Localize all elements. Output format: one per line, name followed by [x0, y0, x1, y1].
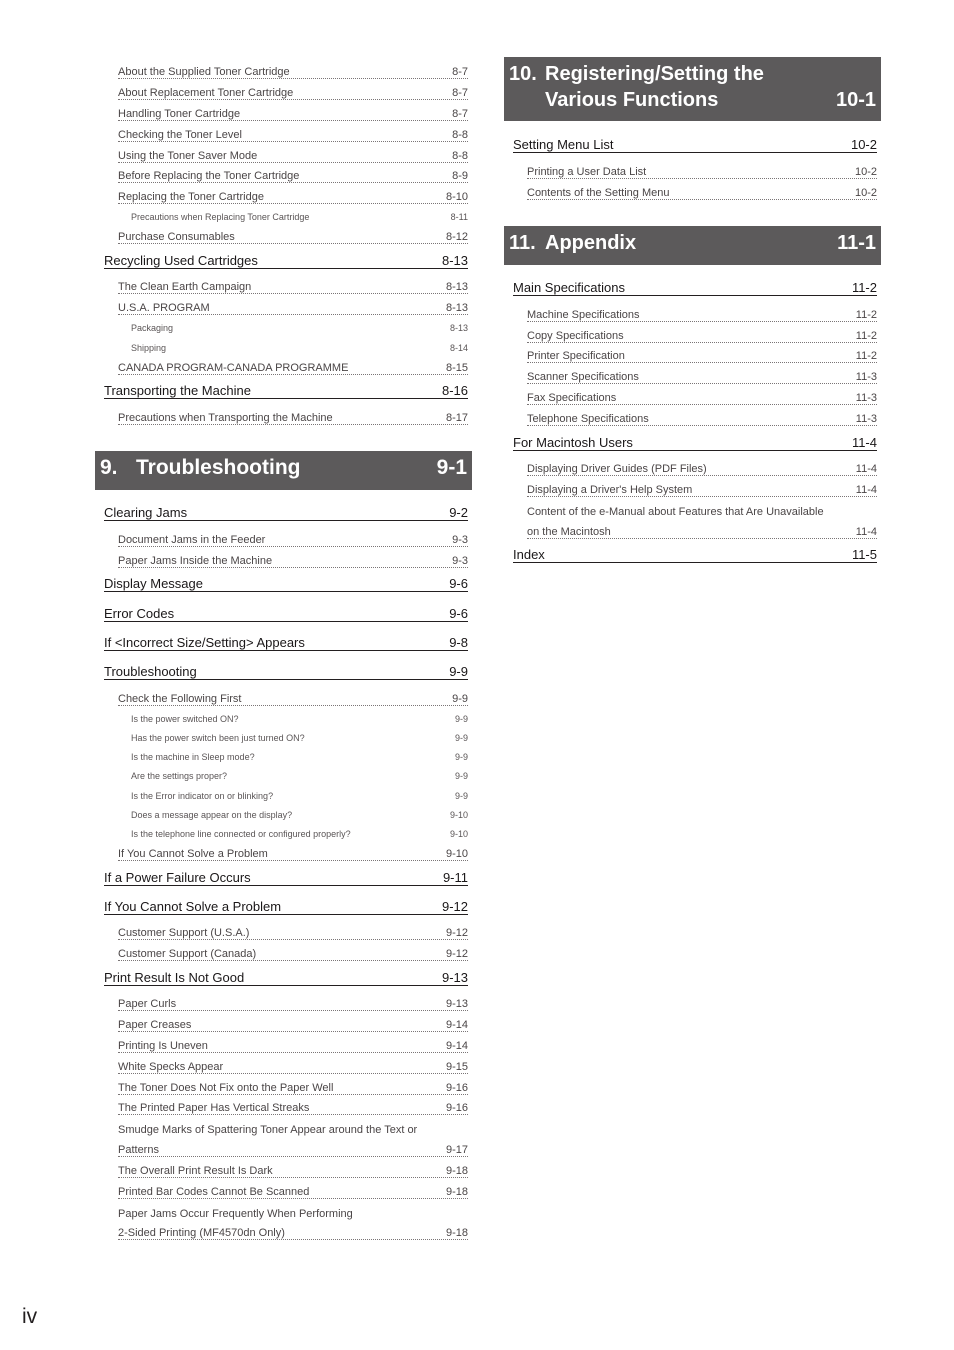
toc-entry-level-1: [104, 576, 468, 592]
toc-entry-title: Before Replacing the Toner Cartridge: [118, 170, 300, 182]
toc-entry-page: 11-2: [855, 309, 877, 321]
toc-entry-level-2[interactable]: [527, 524, 877, 539]
toc-entry-level-2[interactable]: [118, 1017, 468, 1032]
toc-entry-title: Displaying a Driver's Help System: [527, 484, 693, 496]
toc-entry-page: 11-2: [855, 350, 877, 362]
toc-entry-title: Is the machine in Sleep mode?: [131, 752, 255, 762]
toc-entry-title: Document Jams in the Feeder: [118, 534, 266, 546]
toc-entry-level-1: [104, 970, 468, 986]
toc-entry-title: Check the Following First: [118, 693, 242, 705]
toc-entry-level-3: [131, 711, 468, 724]
chapter-10-header: [504, 57, 881, 121]
toc-entry-level-2[interactable]: [118, 300, 468, 315]
toc-entry-title: White Specks Appear: [118, 1061, 224, 1073]
toc-entry-title: Scanner Specifications: [527, 371, 639, 383]
right-column: [509, 0, 877, 1350]
toc-entry-level-2[interactable]: [118, 1059, 468, 1074]
toc-entry-title: Fax Specifications: [527, 392, 617, 404]
toc-entry-title: Paper Curls: [118, 998, 177, 1010]
toc-entry-title: Machine Specifications: [527, 309, 640, 321]
toc-entry-title: The Toner Does Not Fix onto the Paper Well: [118, 1082, 334, 1094]
toc-entry-level-2[interactable]: [527, 461, 877, 476]
toc-entry-page: 9-16: [445, 1082, 468, 1094]
toc-entry-title: Telephone Specifications: [527, 413, 649, 425]
toc-entry-level-2[interactable]: [118, 1080, 468, 1095]
toc-entry-title: Printing a User Data List: [527, 166, 647, 178]
toc-entry-title: Is the telephone line connected or configured properly?: [131, 829, 351, 839]
toc-entry-title: Precautions when Transporting the Machine: [118, 412, 333, 424]
toc-entry-title: Recycling Used Cartridges: [104, 253, 258, 268]
toc-entry-page: 9-15: [445, 1061, 468, 1073]
toc-entry-level-2[interactable]: [527, 369, 877, 384]
toc-entry-level-2[interactable]: [118, 1225, 468, 1240]
toc-entry-level-2[interactable]: [118, 106, 468, 121]
toc-entry-level-2[interactable]: [118, 360, 468, 375]
toc-entry-level-1: [513, 435, 877, 451]
toc-entry-level-2[interactable]: [527, 185, 877, 200]
toc-entry-page: 11-3: [855, 413, 877, 425]
toc-entry-page: 10-2: [854, 187, 877, 199]
toc-entry-level-1: [104, 870, 468, 886]
toc-entry-title: Printer Specification: [527, 350, 625, 362]
toc-entry-title: For Macintosh Users: [513, 435, 633, 450]
chapter-9-title: Troubleshooting: [136, 456, 301, 479]
toc-entry-level-2[interactable]: [118, 532, 468, 547]
toc-entry-title: Paper Jams Occur Frequently When Performing: [118, 1208, 353, 1220]
toc-entry-page: 11-2: [855, 330, 877, 342]
toc-entry-level-2[interactable]: [118, 410, 468, 425]
toc-entry-page: 11-4: [855, 463, 877, 475]
toc-entry-title: Displaying Driver Guides (PDF Files): [527, 463, 707, 475]
toc-entry-title: Precautions when Replacing Toner Cartridge: [131, 212, 310, 222]
toc-entry-title: Transporting the Machine: [104, 383, 251, 398]
toc-entry-page: 8-7: [452, 66, 468, 78]
toc-entry-title: Paper Jams Inside the Machine: [118, 555, 273, 567]
toc-entry-page: 9-9: [452, 693, 468, 705]
toc-entry-page: 8-17: [445, 412, 468, 424]
toc-entry-page: 11-4: [851, 435, 877, 450]
toc-entry-level-1: [104, 635, 468, 651]
toc-entry-title: Using the Toner Saver Mode: [118, 150, 258, 162]
toc-entry-page: 8-14: [449, 343, 468, 353]
toc-entry-title: U.S.A. PROGRAM: [118, 302, 210, 314]
toc-entry-page: 9-6: [449, 576, 468, 591]
toc-entry-page: 9-2: [449, 505, 468, 520]
toc-entry-level-2[interactable]: [118, 1163, 468, 1178]
left-column: [100, 0, 468, 1350]
toc-entry-page: 8-12: [445, 231, 468, 243]
page-folio: iv: [22, 1305, 38, 1328]
toc-entry-title: About the Supplied Toner Cartridge: [118, 66, 290, 78]
toc-entry-title: Print Result Is Not Good: [104, 970, 245, 985]
chapter-11-number: 11.: [509, 232, 536, 254]
toc-entry-title: Setting Menu List: [513, 137, 614, 152]
chapter-11-header: [504, 226, 881, 265]
toc-entry-level-2[interactable]: [118, 148, 468, 163]
toc-entry-title: If a Power Failure Occurs: [104, 870, 251, 885]
toc-entry-page: 11-2: [851, 280, 877, 295]
toc-entry-title: If You Cannot Solve a Problem: [118, 848, 268, 860]
toc-entry-level-2[interactable]: [527, 482, 877, 497]
toc-entry-level-2[interactable]: [527, 164, 877, 179]
toc-entry-level-2[interactable]: [118, 1184, 468, 1199]
toc-entry-title: Clearing Jams: [104, 505, 188, 520]
toc-entry-page: 11-5: [851, 547, 877, 562]
toc-entry-level-3: [131, 749, 468, 762]
toc-entry-level-3: [131, 768, 468, 781]
toc-entry-title: The Printed Paper Has Vertical Streaks: [118, 1102, 310, 1114]
toc-entry-page: 9-12: [445, 927, 468, 939]
toc-entry-level-2[interactable]: [527, 348, 877, 363]
toc-entry-page: 8-16: [441, 383, 468, 398]
toc-entry-title: Paper Creases: [118, 1019, 192, 1031]
toc-entry-level-2[interactable]: [118, 553, 468, 568]
toc-entry-page: 8-15: [445, 362, 468, 374]
toc-entry-page: 8-13: [445, 281, 468, 293]
toc-entry-level-2[interactable]: [118, 279, 468, 294]
toc-entry-page: 9-3: [452, 534, 468, 546]
toc-entry-title: If <Incorrect Size/Setting> Appears: [104, 635, 305, 650]
toc-entry-title: Customer Support (Canada): [118, 948, 257, 960]
toc-entry-level-2[interactable]: [118, 691, 468, 706]
toc-entry-title: Does a message appear on the display?: [131, 810, 293, 820]
toc-entry-page: 9-8: [449, 635, 468, 650]
toc-entry-page: 9-13: [441, 970, 468, 985]
toc-entry-level-3: [131, 826, 468, 839]
toc-entry-page: 9-3: [452, 555, 468, 567]
toc-entry-page: 9-9: [454, 752, 468, 762]
toc-entry-page: 10-2: [850, 137, 877, 152]
toc-entry-title: Is the Error indicator on or blinking?: [131, 791, 274, 801]
chapter-10-number: 10.: [509, 63, 537, 85]
toc-entry-page: 9-9: [454, 791, 468, 801]
toc-entry-level-2[interactable]: [118, 846, 468, 861]
toc-entry-page: 8-13: [445, 302, 468, 314]
toc-entry-level-2[interactable]: [118, 189, 468, 204]
toc-entry-level-1: [513, 547, 877, 563]
toc-entry-page: 11-4: [855, 484, 877, 496]
toc-entry-title: Printed Bar Codes Cannot Be Scanned: [118, 1186, 310, 1198]
toc-entry-page: 8-7: [452, 87, 468, 99]
toc-entry-page: 8-13: [449, 323, 468, 333]
toc-entry-page: 9-12: [445, 948, 468, 960]
toc-entry-level-2[interactable]: [118, 229, 468, 244]
toc-entry-title: CANADA PROGRAM-CANADA PROGRAMME: [118, 362, 349, 374]
toc-entry-title: Display Message: [104, 576, 203, 591]
chapter-11-page: 11-1: [837, 232, 876, 254]
toc-entry-page: 9-17: [445, 1144, 468, 1156]
toc-entry-page: 9-16: [445, 1102, 468, 1114]
toc-entry-level-2[interactable]: [118, 127, 468, 142]
toc-entry-level-1: [513, 137, 877, 153]
toc-entry-level-1: [104, 606, 468, 622]
toc-entry-title: Troubleshooting: [104, 664, 197, 679]
toc-entry-title: Error Codes: [104, 606, 175, 621]
toc-entry-page: 9-9: [454, 714, 468, 724]
toc-entry-title: Shipping: [131, 343, 167, 353]
toc-entry-page: 8-9: [452, 170, 468, 182]
toc-entry-title: Content of the e-Manual about Features that Are Unavailable: [527, 506, 824, 518]
toc-entry-level-2[interactable]: [118, 1038, 468, 1053]
toc-entry-page: 9-18: [445, 1165, 468, 1177]
toc-entry-level-2[interactable]: [527, 411, 877, 426]
toc-entry-level-2: [118, 1121, 468, 1136]
toc-entry-page: 9-10: [445, 848, 468, 860]
toc-entry-page: 9-14: [445, 1040, 468, 1052]
toc-entry-page: 9-18: [445, 1227, 468, 1239]
toc-entry-page: 11-3: [855, 371, 877, 383]
toc-entry-page: 11-4: [855, 526, 877, 538]
toc-entry-title: 2-Sided Printing (MF4570dn Only): [118, 1227, 285, 1239]
toc-entry-level-2[interactable]: [118, 1100, 468, 1115]
toc-entry-title: Main Specifications: [513, 280, 625, 295]
toc-entry-title: Contents of the Setting Menu: [527, 187, 670, 199]
toc-entry-title: Purchase Consumables: [118, 231, 235, 243]
toc-entry-level-2[interactable]: [527, 307, 877, 322]
toc-entry-level-1: [104, 505, 468, 521]
toc-entry-page: 9-13: [445, 998, 468, 1010]
toc-entry-page: 9-14: [445, 1019, 468, 1031]
toc-entry-level-3: [131, 209, 468, 222]
toc-entry-page: 9-9: [449, 664, 468, 679]
toc-entry-level-1: [104, 253, 468, 269]
toc-entry-title: Patterns: [118, 1144, 159, 1156]
toc-entry-level-1: [513, 280, 877, 296]
toc-entry-page: 9-10: [449, 829, 468, 839]
toc-entry-page: 9-9: [454, 771, 468, 781]
toc-entry-title: Customer Support (U.S.A.): [118, 927, 250, 939]
toc-entry-level-2[interactable]: [118, 168, 468, 183]
toc-entry-title: on the Macintosh: [527, 526, 611, 538]
toc-entry-title: Smudge Marks of Spattering Toner Appear around the Text or: [118, 1124, 418, 1136]
toc-entry-page: 9-18: [445, 1186, 468, 1198]
toc-entry-title: Printing Is Uneven: [118, 1040, 208, 1052]
toc-entry-title: Handling Toner Cartridge: [118, 108, 241, 120]
toc-entry-page: 8-10: [445, 191, 468, 203]
chapter-10-page: 10-1: [835, 89, 876, 111]
toc-entry-title: Index: [513, 547, 545, 562]
toc-entry-level-2[interactable]: [118, 925, 468, 940]
toc-entry-title: The Clean Earth Campaign: [118, 281, 252, 293]
chapter-11-title: Appendix: [545, 232, 637, 254]
toc-entry-page: 8-7: [452, 108, 468, 120]
toc-entry-level-2[interactable]: [118, 64, 468, 79]
toc-entry-level-1: [104, 899, 468, 915]
toc-entry-page: 9-11: [442, 870, 468, 885]
chapter-9-number: 9.: [100, 456, 118, 479]
toc-entry-level-3: [131, 730, 468, 743]
toc-entry-level-1: [104, 664, 468, 680]
toc-entry-level-2[interactable]: [118, 1142, 468, 1157]
toc-entry-page: 9-12: [441, 899, 468, 914]
toc-entry-title: Is the power switched ON?: [131, 714, 239, 724]
toc-entry-page: 9-10: [449, 810, 468, 820]
toc-entry-level-2: [527, 503, 877, 518]
toc-entry-title: About Replacement Toner Cartridge: [118, 87, 294, 99]
toc-entry-title: Has the power switch been just turned ON?: [131, 733, 305, 743]
toc-entry-page: 8-8: [452, 150, 468, 162]
toc-entry-level-3: [131, 788, 468, 801]
toc-entry-page: 8-8: [452, 129, 468, 141]
chapter-9-page: 9-1: [436, 456, 467, 479]
toc-entry-level-1: [104, 383, 468, 399]
toc-entry-title: The Overall Print Result Is Dark: [118, 1165, 273, 1177]
toc-entry-title: Are the settings proper?: [131, 771, 228, 781]
toc-entry-page: 11-3: [855, 392, 877, 404]
toc-entry-page: 9-6: [449, 606, 468, 621]
toc-entry-level-3: [131, 340, 468, 353]
toc-entry-level-2[interactable]: [527, 390, 877, 405]
chapter-9-header: [95, 451, 472, 490]
toc-entry-title: Replacing the Toner Cartridge: [118, 191, 264, 203]
toc-entry-level-2: [118, 1205, 468, 1220]
toc-entry-level-2[interactable]: [527, 328, 877, 343]
toc-entry-title: Packaging: [131, 323, 174, 333]
toc-entry-level-2[interactable]: [118, 996, 468, 1011]
toc-entry-level-2[interactable]: [118, 85, 468, 100]
toc-entry-page: 8-11: [450, 212, 468, 222]
toc-entry-level-3: [131, 807, 468, 820]
toc-entry-level-3: [131, 320, 468, 333]
toc-entry-page: 10-2: [854, 166, 877, 178]
toc-entry-page: 9-9: [454, 733, 468, 743]
chapter-10-title-line1: Registering/Setting the: [545, 63, 764, 85]
toc-entry-title: Checking the Toner Level: [118, 129, 242, 141]
toc-entry-page: 8-13: [441, 253, 468, 268]
toc-entry-title: If You Cannot Solve a Problem: [104, 899, 282, 914]
toc-entry-title: Copy Specifications: [527, 330, 624, 342]
toc-entry-level-2[interactable]: [118, 946, 468, 961]
chapter-10-title-line2: Various Functions: [545, 89, 719, 111]
